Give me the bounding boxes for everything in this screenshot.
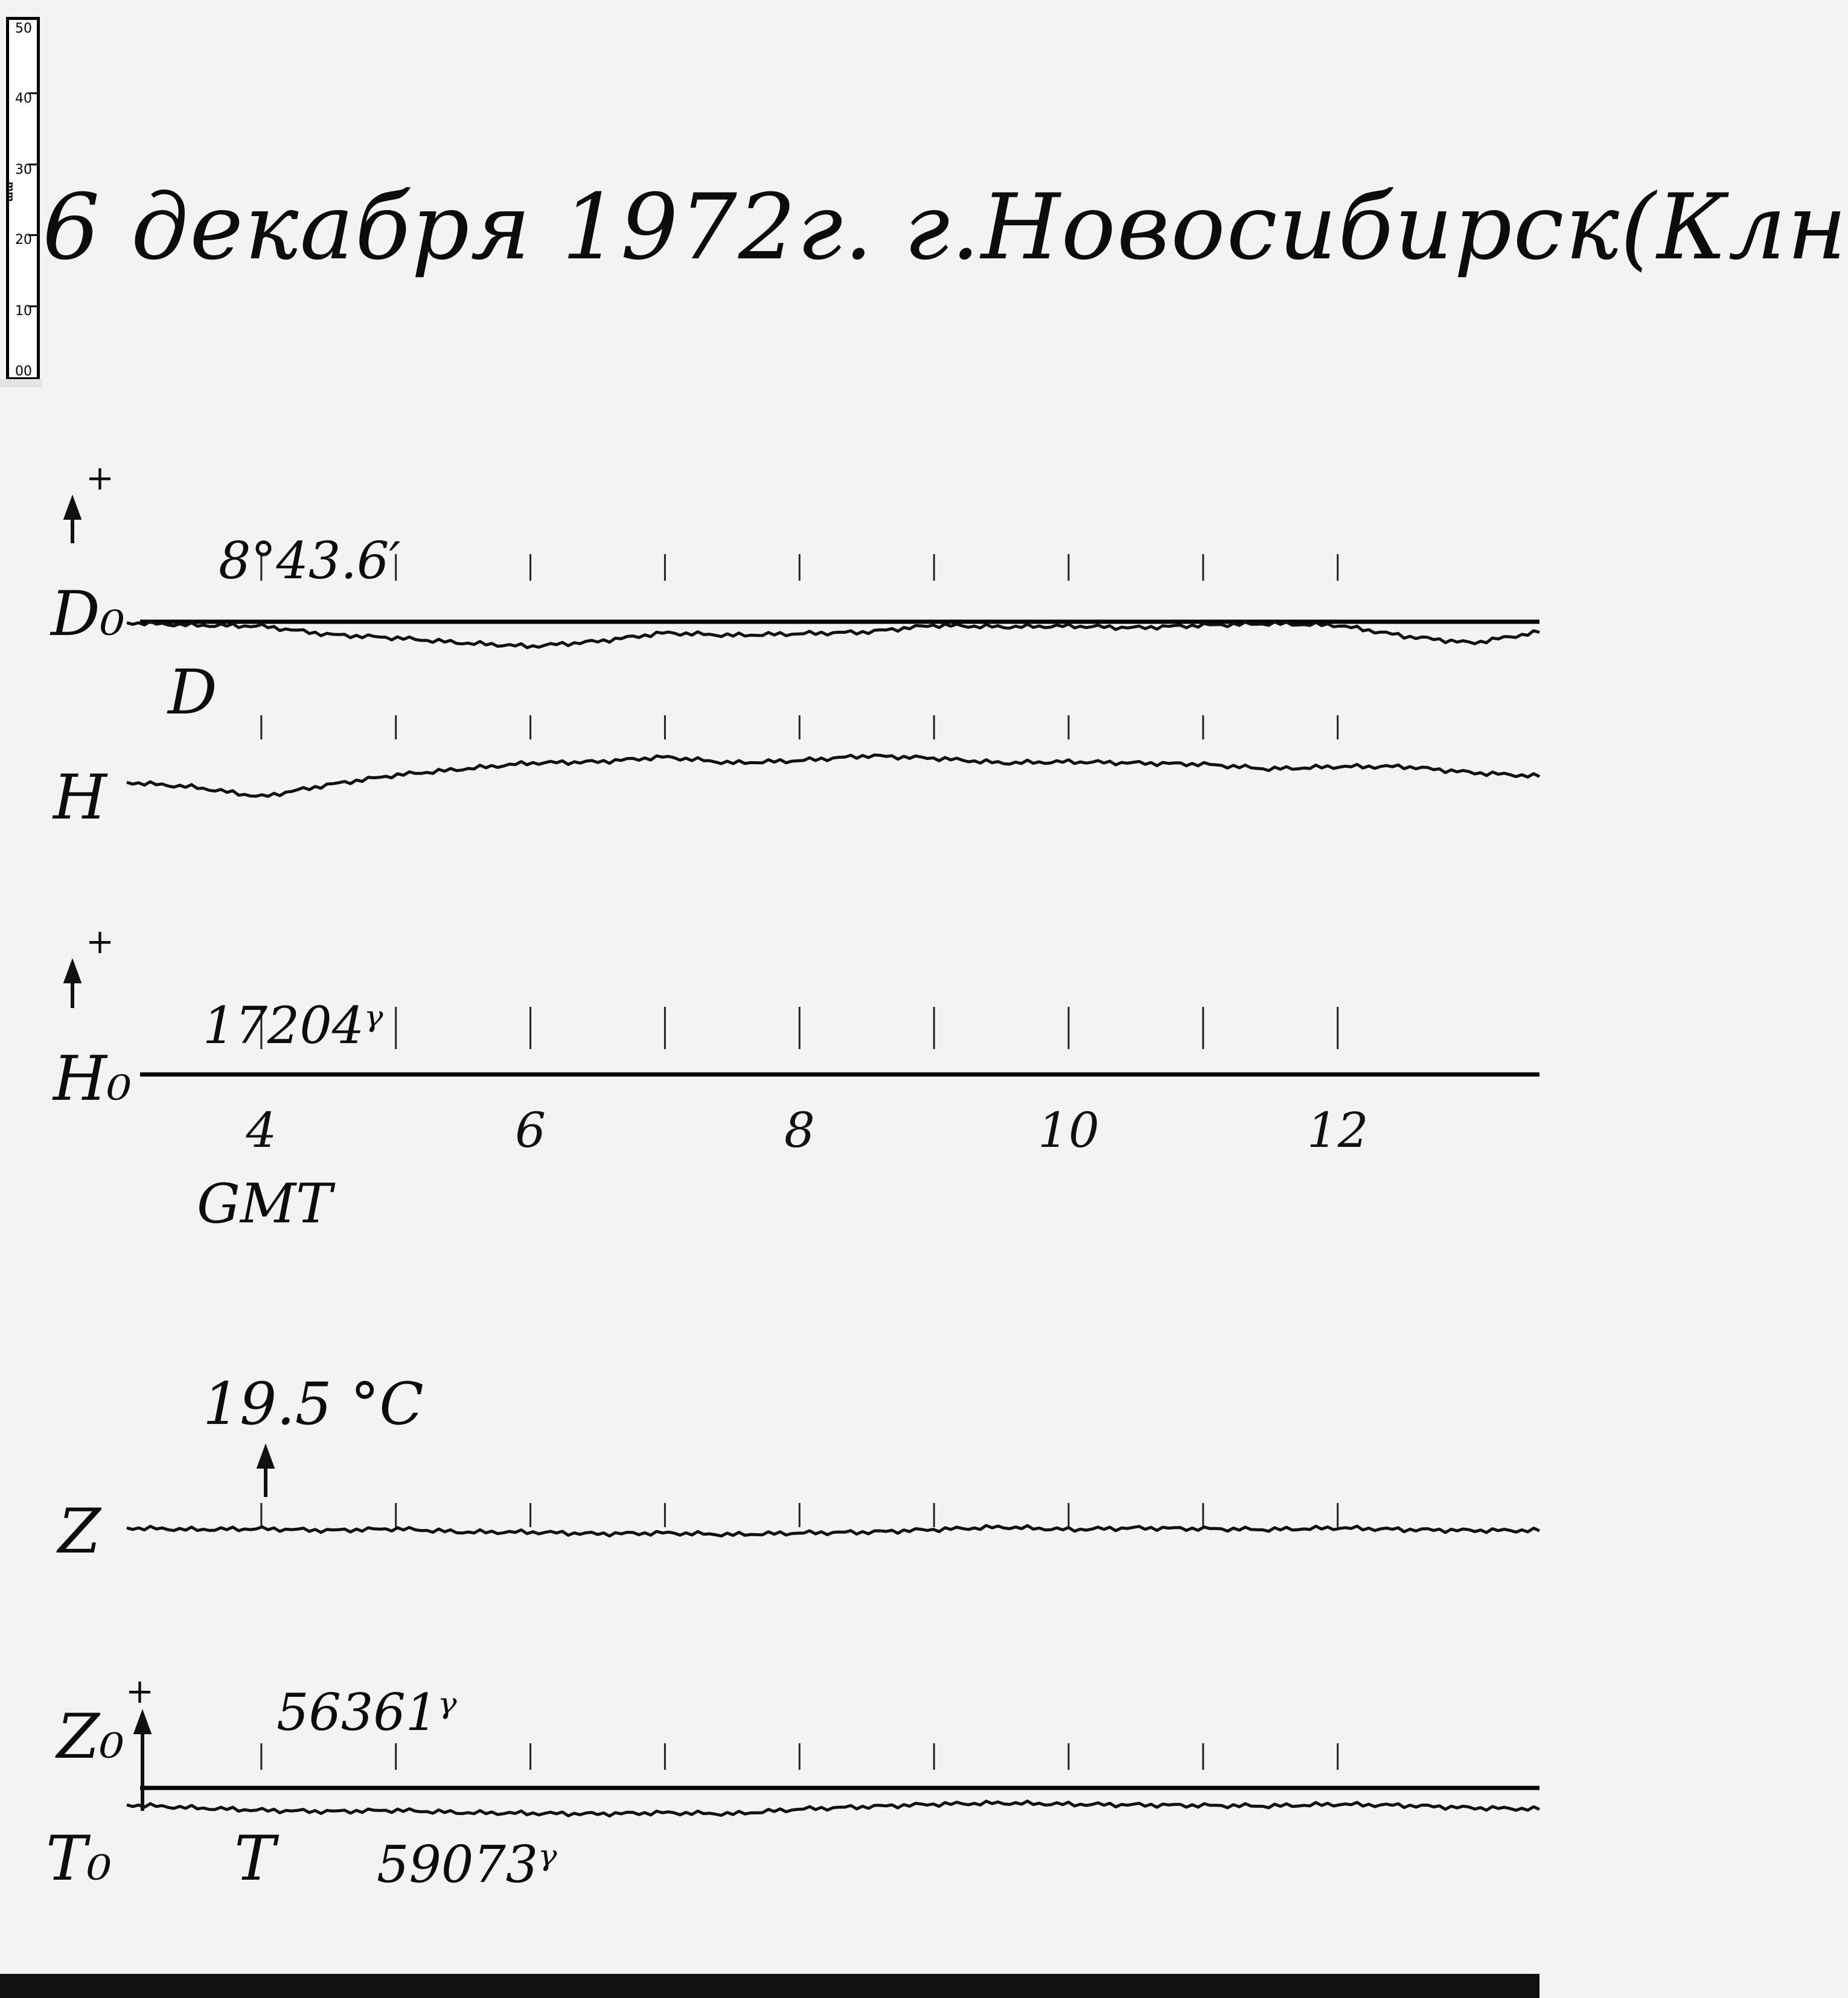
up-arrow-head-icon	[136, 1714, 149, 1732]
ruler-unit: mm	[5, 182, 16, 202]
up-arrow-head-icon	[66, 500, 79, 518]
trace-h	[127, 755, 1539, 797]
label-d0: D₀	[51, 578, 125, 650]
label-d: D	[168, 657, 217, 729]
label-h0: H₀	[53, 1043, 132, 1115]
trace-d	[127, 621, 1539, 648]
scan-edge	[0, 1974, 1539, 1998]
d-base-value: 8°43.6′	[219, 531, 401, 590]
page-title: 6 декабря 1972г. г.Новосибирск(Клн	[42, 175, 1848, 280]
label-z: Z	[58, 1496, 101, 1568]
gmt-axis-label: GMT	[197, 1172, 333, 1236]
ruler-label-00: 00	[15, 364, 32, 379]
ruler-label-30: 30	[15, 162, 32, 177]
x-tick-label: 10	[1038, 1102, 1099, 1158]
label-t0: T₀	[46, 1823, 112, 1895]
label-t: T	[234, 1823, 276, 1895]
up-arrow-head-icon	[66, 963, 79, 981]
t-base-value: 59073ᵞ	[377, 1835, 557, 1894]
x-tick-label: 8	[784, 1102, 815, 1158]
x-tick-label: 6	[515, 1102, 546, 1158]
temperature-value: 19.5 °C	[203, 1370, 424, 1438]
ruler-label-10: 10	[15, 304, 32, 319]
ruler-label-20: 20	[15, 232, 32, 247]
trace-t	[127, 1801, 1539, 1816]
label-h: H	[53, 762, 107, 834]
x-tick-label: 12	[1306, 1102, 1369, 1158]
z-base-value: 56361ᵞ	[277, 1683, 457, 1742]
ruler-label-40: 40	[15, 91, 32, 106]
up-arrow-head-icon	[259, 1449, 272, 1467]
trace-z	[127, 1525, 1539, 1536]
ruler-label-50: 50	[15, 21, 32, 36]
plus-sign-h: +	[86, 922, 114, 962]
label-z0: Z₀	[57, 1701, 124, 1773]
plus-sign-z: +	[126, 1672, 154, 1711]
x-tick-label: 4	[246, 1102, 277, 1158]
h-base-value: 17204ᵞ	[203, 996, 383, 1055]
plus-sign-d: +	[86, 459, 114, 498]
